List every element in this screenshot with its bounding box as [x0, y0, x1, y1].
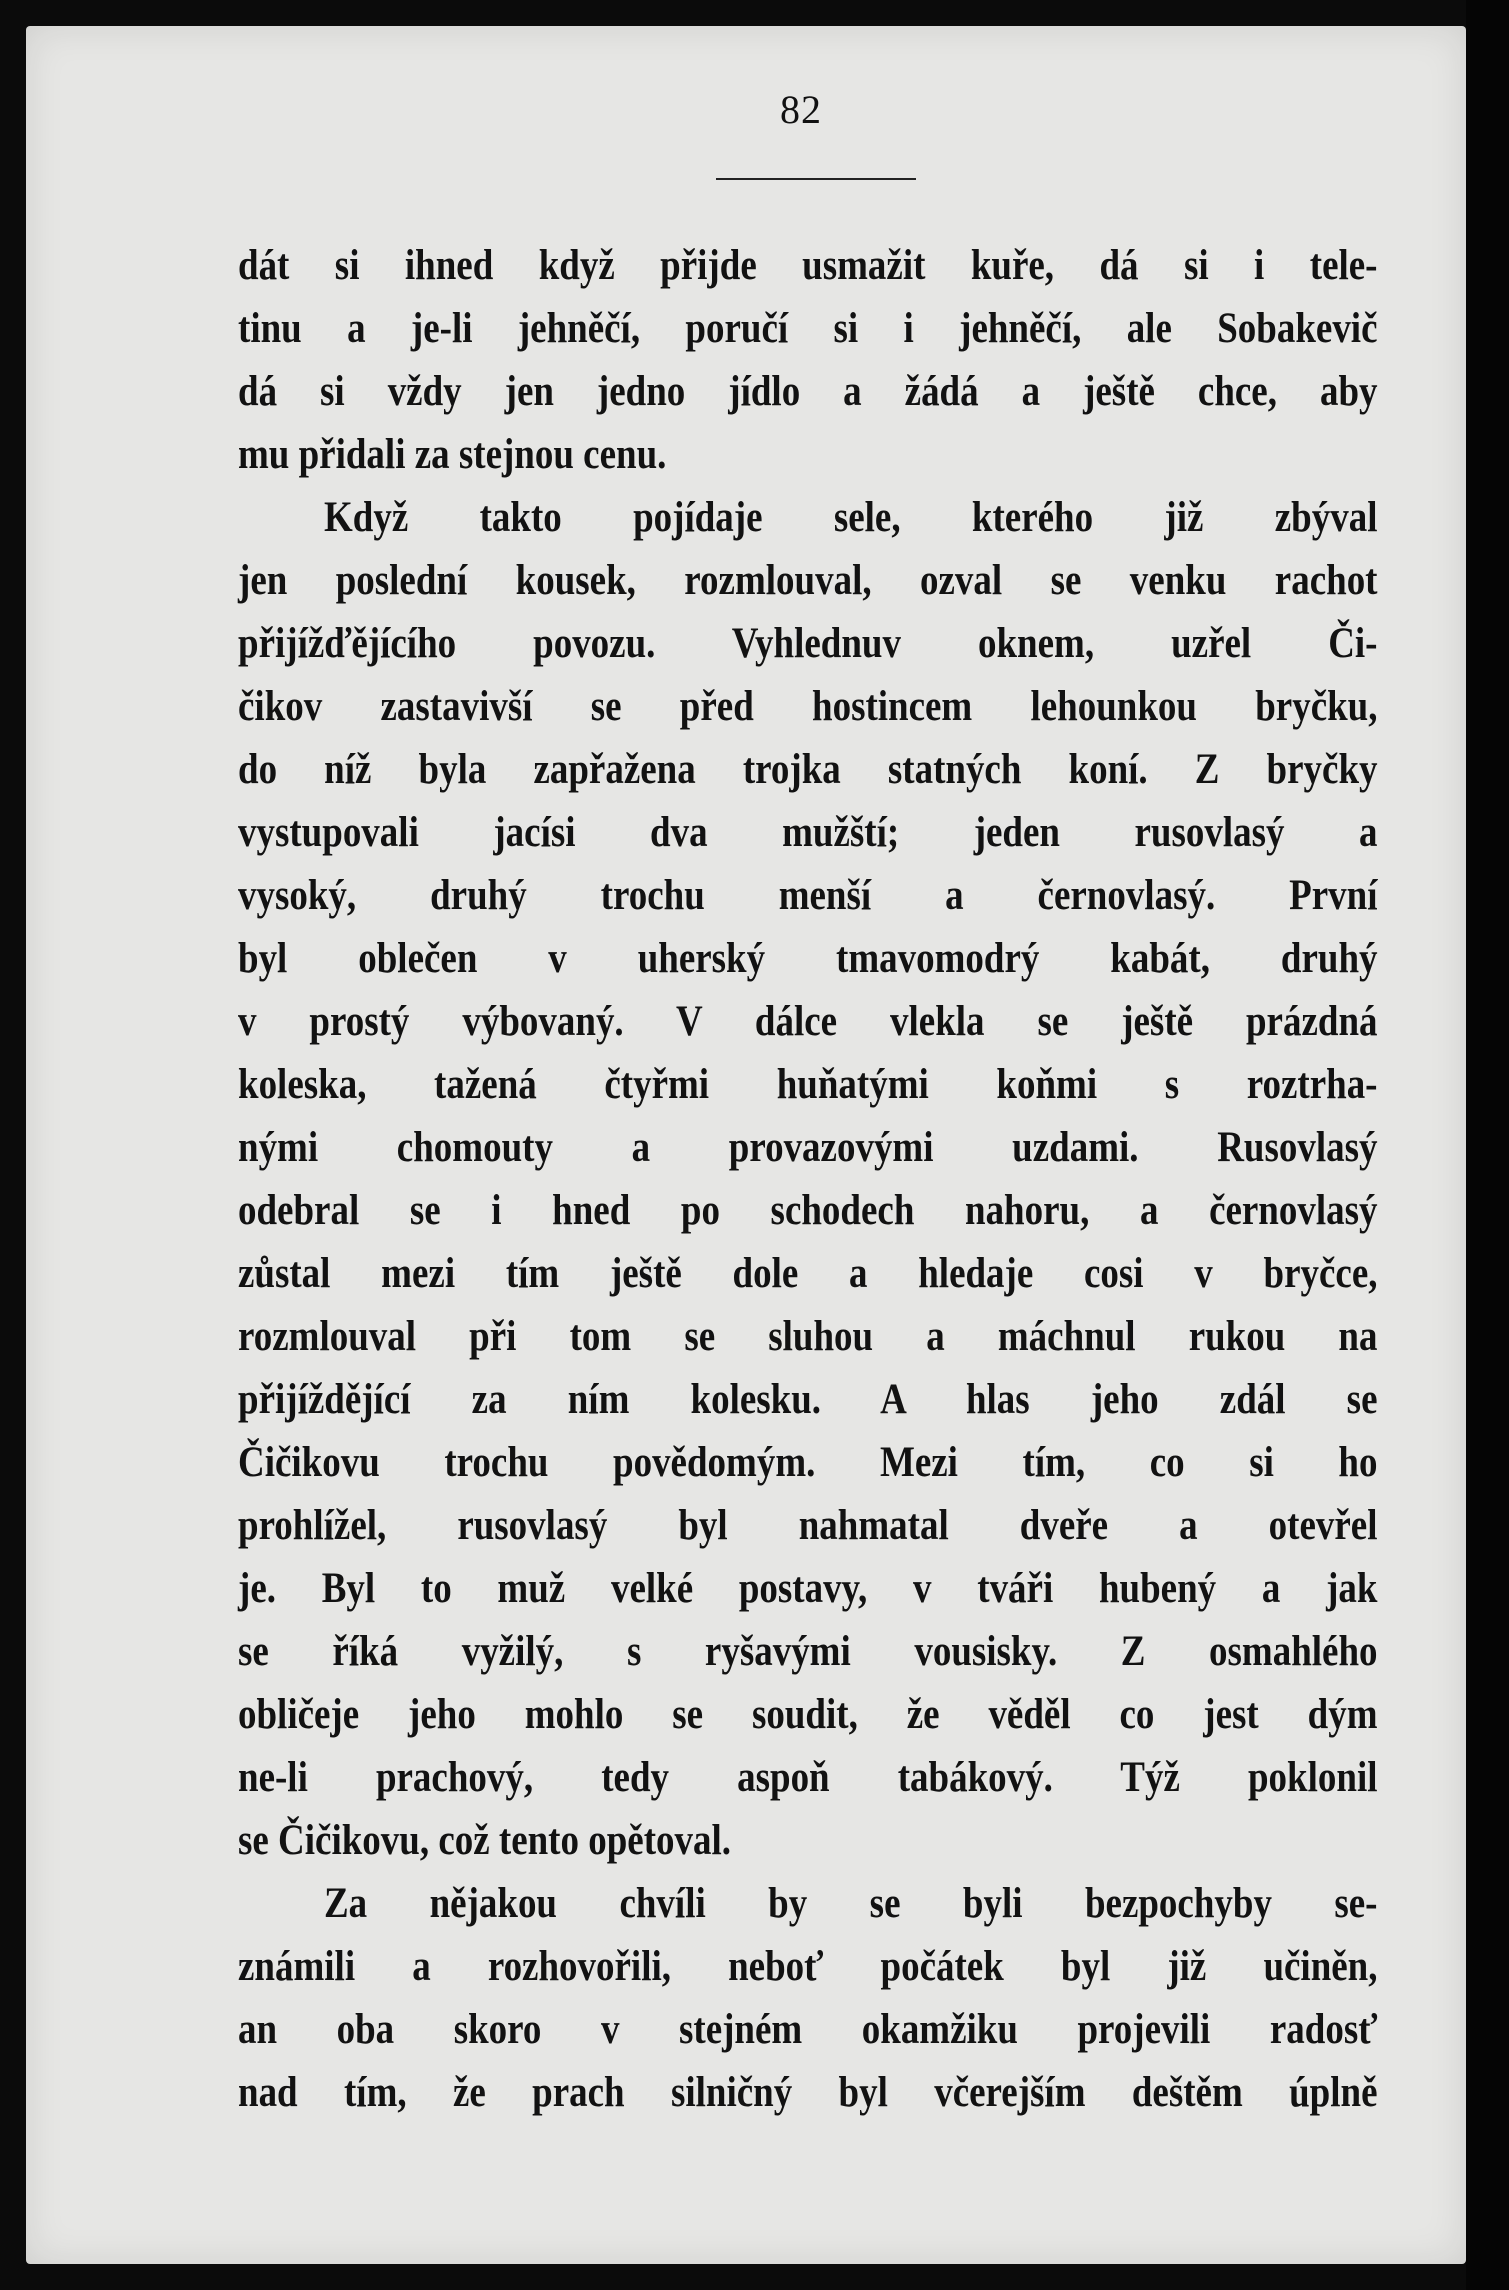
- text-line: zůstal mezi tím ještě dole a hledaje cosi v bryčce,: [238, 1250, 1378, 1297]
- text-line: jen poslední kousek, rozmlouval, ozval se venku rachot: [238, 557, 1378, 604]
- text-line: vysoký, druhý trochu menší a černovlasý. První: [238, 872, 1378, 919]
- page-number: 82: [780, 87, 822, 132]
- text-line: obličeje jeho mohlo se soudit, že věděl co jest dým: [238, 1691, 1378, 1738]
- text-line: do níž byla zapřažena trojka statných koní. Z bryčky: [238, 746, 1378, 793]
- text-line: známili a rozhovořili, neboť počátek byl již učiněn,: [238, 1943, 1378, 1990]
- paragraph-start-line: Za nějakou chvíli by se byli bezpochyby se-: [324, 1880, 1378, 1927]
- text-line: v prostý výbovaný. V dálce vlekla se ještě prázdná: [238, 998, 1378, 1045]
- text-line: přijíždějící za ním kolesku. A hlas jeho zdál se: [238, 1376, 1378, 1423]
- text-line: an oba skoro v stejném okamžiku projevili radosť: [238, 2006, 1378, 2053]
- text-line: se Čičikovu, což tento opětoval.: [238, 1817, 732, 1864]
- paragraph-start-line: Když takto pojídaje sele, kterého již zbýval: [324, 494, 1378, 541]
- text-line: byl oblečen v uherský tmavomodrý kabát, druhý: [238, 935, 1378, 982]
- text-line: koleska, tažená čtyřmi huňatými koňmi s roztrha-: [238, 1061, 1378, 1108]
- text-line: vystupovali jacísi dva mužští; jeden rusovlasý a: [238, 809, 1378, 856]
- text-line: čikov zastavivší se před hostincem lehounkou bryčku,: [238, 683, 1378, 730]
- text-line: odebral se i hned po schodech nahoru, a černovlasý: [238, 1187, 1378, 1234]
- text-line: je. Byl to muž velké postavy, v tváři hubený a jak: [238, 1565, 1378, 1612]
- text-line: dát si ihned když přijde usmažit kuře, dá si i tele-: [238, 242, 1378, 289]
- text-line: nými chomouty a provazovými uzdami. Rusovlasý: [238, 1124, 1378, 1171]
- book-page: [26, 26, 1466, 2264]
- text-line: prohlížel, rusovlasý byl nahmatal dveře a otevřel: [238, 1502, 1378, 1549]
- text-line: rozmlouval při tom se sluhou a máchnul rukou na: [238, 1313, 1378, 1360]
- text-line: nad tím, že prach silničný byl včerejším deštěm úplně: [238, 2069, 1378, 2116]
- text-line: mu přidali za stejnou cenu.: [238, 431, 667, 478]
- page-number-rule: [716, 178, 916, 180]
- text-line: ne-li prachový, tedy aspoň tabákový. Týž poklonil: [238, 1754, 1378, 1801]
- text-line: Čičikovu trochu povědomým. Mezi tím, co si ho: [238, 1439, 1378, 1486]
- scan-border: [1466, 0, 1509, 2290]
- text-line: přijížďějícího povozu. Vyhlednuv oknem, uzřel Či-: [238, 620, 1378, 667]
- text-line: dá si vždy jen jedno jídlo a žádá a ještě chce, aby: [238, 368, 1378, 415]
- text-line: se říká vyžilý, s ryšavými vousisky. Z osmahlého: [238, 1628, 1378, 1675]
- body-text: [238, 234, 1378, 2124]
- text-line: tinu a je-li jehněčí, poručí si i jehněčí, ale Sobakevič: [238, 305, 1378, 352]
